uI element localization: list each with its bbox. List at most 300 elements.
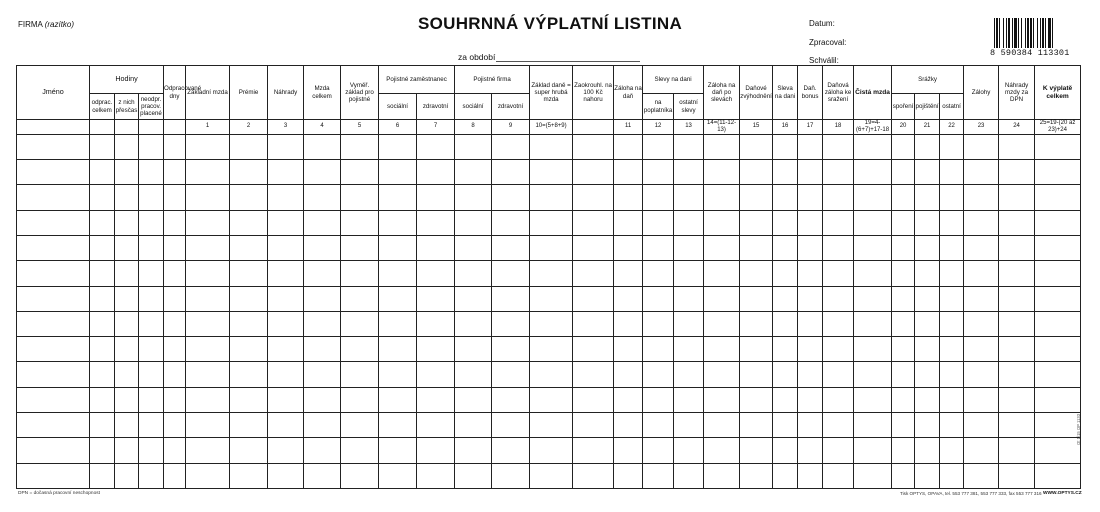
table-cell[interactable]: [823, 387, 854, 412]
table-cell[interactable]: [530, 134, 573, 159]
table-cell[interactable]: [417, 286, 455, 311]
table-cell[interactable]: [892, 210, 915, 235]
table-cell[interactable]: [115, 337, 139, 362]
table-cell[interactable]: [999, 235, 1035, 260]
table-cell[interactable]: [417, 438, 455, 463]
table-cell[interactable]: [17, 210, 90, 235]
table-cell[interactable]: [964, 337, 999, 362]
table-cell[interactable]: [915, 438, 940, 463]
table-cell[interactable]: [614, 387, 643, 412]
table-cell[interactable]: [740, 362, 773, 387]
table-cell[interactable]: [341, 210, 379, 235]
table-cell[interactable]: [455, 134, 492, 159]
table-cell[interactable]: [186, 413, 230, 438]
table-cell[interactable]: [643, 235, 674, 260]
table-cell[interactable]: [940, 160, 964, 185]
table-cell[interactable]: [455, 235, 492, 260]
table-cell[interactable]: [573, 463, 614, 488]
table-cell[interactable]: [379, 286, 417, 311]
table-cell[interactable]: [341, 286, 379, 311]
table-cell[interactable]: [341, 463, 379, 488]
table-cell[interactable]: [139, 185, 164, 210]
table-cell[interactable]: [417, 362, 455, 387]
table-cell[interactable]: [341, 235, 379, 260]
table-cell[interactable]: [230, 210, 268, 235]
table-cell[interactable]: [455, 210, 492, 235]
table-cell[interactable]: [940, 235, 964, 260]
table-cell[interactable]: [614, 210, 643, 235]
table-cell[interactable]: [530, 463, 573, 488]
table-cell[interactable]: [492, 160, 530, 185]
table-cell[interactable]: [304, 387, 341, 412]
table-cell[interactable]: [164, 362, 186, 387]
table-cell[interactable]: [186, 362, 230, 387]
table-cell[interactable]: [164, 210, 186, 235]
table-cell[interactable]: [164, 286, 186, 311]
table-cell[interactable]: [304, 160, 341, 185]
table-cell[interactable]: [186, 337, 230, 362]
table-cell[interactable]: [90, 134, 115, 159]
table-cell[interactable]: [417, 261, 455, 286]
table-cell[interactable]: [940, 286, 964, 311]
table-cell[interactable]: [1035, 413, 1081, 438]
table-cell[interactable]: [268, 311, 304, 336]
table-cell[interactable]: [892, 463, 915, 488]
table-cell[interactable]: [740, 337, 773, 362]
table-cell[interactable]: [455, 463, 492, 488]
table-cell[interactable]: [614, 286, 643, 311]
table-cell[interactable]: [964, 311, 999, 336]
table-cell[interactable]: [704, 261, 740, 286]
table-cell[interactable]: [115, 185, 139, 210]
table-cell[interactable]: [1035, 438, 1081, 463]
table-cell[interactable]: [341, 311, 379, 336]
table-cell[interactable]: [740, 134, 773, 159]
table-cell[interactable]: [573, 387, 614, 412]
table-cell[interactable]: [530, 362, 573, 387]
table-cell[interactable]: [999, 134, 1035, 159]
table-cell[interactable]: [964, 438, 999, 463]
table-cell[interactable]: [643, 438, 674, 463]
table-cell[interactable]: [379, 438, 417, 463]
table-cell[interactable]: [115, 362, 139, 387]
table-cell[interactable]: [854, 413, 892, 438]
table-cell[interactable]: [417, 210, 455, 235]
table-cell[interactable]: [854, 387, 892, 412]
table-cell[interactable]: [915, 286, 940, 311]
table-cell[interactable]: [304, 413, 341, 438]
table-cell[interactable]: [90, 286, 115, 311]
table-cell[interactable]: [643, 210, 674, 235]
table-cell[interactable]: [823, 463, 854, 488]
table-cell[interactable]: [999, 362, 1035, 387]
table-cell[interactable]: [530, 261, 573, 286]
table-cell[interactable]: [379, 362, 417, 387]
table-cell[interactable]: [1035, 261, 1081, 286]
table-cell[interactable]: [773, 337, 798, 362]
table-cell[interactable]: [740, 413, 773, 438]
table-cell[interactable]: [115, 134, 139, 159]
table-cell[interactable]: [90, 438, 115, 463]
table-cell[interactable]: [940, 210, 964, 235]
table-cell[interactable]: [186, 387, 230, 412]
table-cell[interactable]: [940, 413, 964, 438]
table-cell[interactable]: [17, 387, 90, 412]
table-cell[interactable]: [304, 185, 341, 210]
table-cell[interactable]: [304, 235, 341, 260]
table-cell[interactable]: [704, 134, 740, 159]
table-cell[interactable]: [740, 160, 773, 185]
table-cell[interactable]: [164, 337, 186, 362]
table-cell[interactable]: [674, 337, 704, 362]
table-cell[interactable]: [740, 235, 773, 260]
table-cell[interactable]: [674, 210, 704, 235]
table-cell[interactable]: [230, 463, 268, 488]
table-cell[interactable]: [530, 185, 573, 210]
table-cell[interactable]: [740, 463, 773, 488]
table-cell[interactable]: [379, 387, 417, 412]
table-cell[interactable]: [773, 413, 798, 438]
table-cell[interactable]: [643, 134, 674, 159]
table-cell[interactable]: [230, 134, 268, 159]
table-cell[interactable]: [17, 185, 90, 210]
table-cell[interactable]: [892, 185, 915, 210]
table-cell[interactable]: [115, 286, 139, 311]
table-cell[interactable]: [573, 413, 614, 438]
table-cell[interactable]: [304, 463, 341, 488]
table-cell[interactable]: [964, 362, 999, 387]
table-cell[interactable]: [17, 235, 90, 260]
table-cell[interactable]: [704, 413, 740, 438]
table-cell[interactable]: [964, 134, 999, 159]
table-cell[interactable]: [964, 235, 999, 260]
table-cell[interactable]: [704, 337, 740, 362]
table-cell[interactable]: [164, 413, 186, 438]
table-cell[interactable]: [999, 337, 1035, 362]
table-cell[interactable]: [892, 261, 915, 286]
table-cell[interactable]: [115, 210, 139, 235]
table-cell[interactable]: [614, 438, 643, 463]
table-cell[interactable]: [573, 311, 614, 336]
table-cell[interactable]: [455, 413, 492, 438]
table-cell[interactable]: [90, 160, 115, 185]
table-cell[interactable]: [341, 160, 379, 185]
table-cell[interactable]: [1035, 311, 1081, 336]
table-cell[interactable]: [186, 160, 230, 185]
table-cell[interactable]: [268, 463, 304, 488]
table-cell[interactable]: [614, 160, 643, 185]
table-cell[interactable]: [90, 337, 115, 362]
table-cell[interactable]: [304, 261, 341, 286]
table-cell[interactable]: [704, 311, 740, 336]
table-cell[interactable]: [773, 261, 798, 286]
table-cell[interactable]: [268, 362, 304, 387]
table-cell[interactable]: [379, 185, 417, 210]
table-cell[interactable]: [798, 134, 823, 159]
table-cell[interactable]: [674, 463, 704, 488]
table-cell[interactable]: [230, 185, 268, 210]
table-cell[interactable]: [915, 362, 940, 387]
table-cell[interactable]: [230, 286, 268, 311]
table-cell[interactable]: [115, 160, 139, 185]
table-cell[interactable]: [704, 463, 740, 488]
table-cell[interactable]: [455, 337, 492, 362]
table-cell[interactable]: [17, 438, 90, 463]
table-cell[interactable]: [115, 387, 139, 412]
table-cell[interactable]: [999, 413, 1035, 438]
table-cell[interactable]: [854, 185, 892, 210]
table-cell[interactable]: [740, 261, 773, 286]
table-cell[interactable]: [854, 286, 892, 311]
table-cell[interactable]: [492, 413, 530, 438]
table-cell[interactable]: [643, 337, 674, 362]
table-cell[interactable]: [798, 311, 823, 336]
table-cell[interactable]: [379, 413, 417, 438]
table-cell[interactable]: [1035, 286, 1081, 311]
table-cell[interactable]: [773, 362, 798, 387]
table-cell[interactable]: [964, 286, 999, 311]
table-cell[interactable]: [915, 413, 940, 438]
table-cell[interactable]: [798, 160, 823, 185]
table-cell[interactable]: [17, 160, 90, 185]
table-cell[interactable]: [892, 311, 915, 336]
table-cell[interactable]: [674, 235, 704, 260]
table-cell[interactable]: [614, 185, 643, 210]
table-cell[interactable]: [854, 160, 892, 185]
table-cell[interactable]: [773, 311, 798, 336]
table-cell[interactable]: [674, 185, 704, 210]
table-cell[interactable]: [115, 235, 139, 260]
table-cell[interactable]: [940, 311, 964, 336]
table-cell[interactable]: [164, 160, 186, 185]
table-cell[interactable]: [823, 337, 854, 362]
table-cell[interactable]: [90, 413, 115, 438]
table-cell[interactable]: [17, 413, 90, 438]
table-cell[interactable]: [573, 362, 614, 387]
table-cell[interactable]: [999, 438, 1035, 463]
table-cell[interactable]: [773, 286, 798, 311]
table-cell[interactable]: [798, 463, 823, 488]
table-cell[interactable]: [798, 337, 823, 362]
table-cell[interactable]: [417, 337, 455, 362]
table-cell[interactable]: [964, 185, 999, 210]
table-cell[interactable]: [417, 160, 455, 185]
table-cell[interactable]: [492, 438, 530, 463]
table-cell[interactable]: [892, 387, 915, 412]
table-cell[interactable]: [455, 160, 492, 185]
table-cell[interactable]: [915, 387, 940, 412]
table-cell[interactable]: [573, 261, 614, 286]
table-cell[interactable]: [798, 261, 823, 286]
table-cell[interactable]: [643, 362, 674, 387]
table-cell[interactable]: [341, 438, 379, 463]
table-cell[interactable]: [1035, 185, 1081, 210]
table-cell[interactable]: [230, 413, 268, 438]
table-cell[interactable]: [614, 261, 643, 286]
table-cell[interactable]: [940, 261, 964, 286]
table-cell[interactable]: [530, 438, 573, 463]
table-cell[interactable]: [492, 235, 530, 260]
table-cell[interactable]: [798, 362, 823, 387]
table-cell[interactable]: [492, 311, 530, 336]
table-cell[interactable]: [892, 286, 915, 311]
table-cell[interactable]: [304, 362, 341, 387]
table-cell[interactable]: [773, 463, 798, 488]
table-cell[interactable]: [304, 311, 341, 336]
table-cell[interactable]: [674, 311, 704, 336]
table-cell[interactable]: [530, 337, 573, 362]
table-cell[interactable]: [492, 362, 530, 387]
table-cell[interactable]: [379, 337, 417, 362]
website-link[interactable]: WWW.OPTYS.CZ: [1043, 491, 1082, 496]
table-cell[interactable]: [268, 387, 304, 412]
table-cell[interactable]: [915, 235, 940, 260]
table-cell[interactable]: [530, 387, 573, 412]
table-cell[interactable]: [341, 261, 379, 286]
table-cell[interactable]: [643, 413, 674, 438]
table-cell[interactable]: [304, 286, 341, 311]
table-cell[interactable]: [773, 160, 798, 185]
table-cell[interactable]: [230, 311, 268, 336]
table-cell[interactable]: [139, 235, 164, 260]
table-cell[interactable]: [164, 463, 186, 488]
table-cell[interactable]: [674, 160, 704, 185]
table-cell[interactable]: [740, 387, 773, 412]
table-cell[interactable]: [999, 160, 1035, 185]
table-cell[interactable]: [379, 134, 417, 159]
table-cell[interactable]: [139, 311, 164, 336]
table-cell[interactable]: [492, 185, 530, 210]
table-cell[interactable]: [674, 387, 704, 412]
table-cell[interactable]: [915, 311, 940, 336]
table-cell[interactable]: [186, 185, 230, 210]
table-cell[interactable]: [455, 387, 492, 412]
table-cell[interactable]: [186, 438, 230, 463]
table-cell[interactable]: [798, 210, 823, 235]
table-cell[interactable]: [139, 463, 164, 488]
table-cell[interactable]: [643, 387, 674, 412]
table-cell[interactable]: [940, 438, 964, 463]
table-cell[interactable]: [186, 261, 230, 286]
table-cell[interactable]: [704, 210, 740, 235]
table-cell[interactable]: [17, 337, 90, 362]
table-cell[interactable]: [90, 362, 115, 387]
table-cell[interactable]: [417, 387, 455, 412]
table-cell[interactable]: [892, 362, 915, 387]
table-cell[interactable]: [530, 413, 573, 438]
table-cell[interactable]: [230, 160, 268, 185]
table-cell[interactable]: [304, 438, 341, 463]
table-cell[interactable]: [268, 210, 304, 235]
table-cell[interactable]: [915, 185, 940, 210]
table-cell[interactable]: [17, 463, 90, 488]
table-cell[interactable]: [614, 134, 643, 159]
table-cell[interactable]: [614, 337, 643, 362]
table-cell[interactable]: [1035, 210, 1081, 235]
table-cell[interactable]: [268, 286, 304, 311]
table-cell[interactable]: [115, 261, 139, 286]
table-cell[interactable]: [455, 311, 492, 336]
table-cell[interactable]: [773, 387, 798, 412]
table-cell[interactable]: [341, 337, 379, 362]
table-cell[interactable]: [90, 185, 115, 210]
table-cell[interactable]: [90, 463, 115, 488]
table-cell[interactable]: [999, 185, 1035, 210]
table-cell[interactable]: [186, 463, 230, 488]
table-cell[interactable]: [940, 337, 964, 362]
table-cell[interactable]: [854, 362, 892, 387]
table-cell[interactable]: [417, 413, 455, 438]
table-cell[interactable]: [268, 337, 304, 362]
table-cell[interactable]: [492, 286, 530, 311]
table-cell[interactable]: [17, 311, 90, 336]
table-cell[interactable]: [341, 413, 379, 438]
table-cell[interactable]: [740, 286, 773, 311]
table-cell[interactable]: [573, 185, 614, 210]
table-cell[interactable]: [492, 337, 530, 362]
table-cell[interactable]: [492, 261, 530, 286]
table-cell[interactable]: [341, 134, 379, 159]
table-cell[interactable]: [854, 210, 892, 235]
table-cell[interactable]: [674, 134, 704, 159]
table-cell[interactable]: [379, 311, 417, 336]
table-cell[interactable]: [1035, 387, 1081, 412]
table-cell[interactable]: [139, 438, 164, 463]
table-cell[interactable]: [230, 261, 268, 286]
table-cell[interactable]: [1035, 362, 1081, 387]
table-cell[interactable]: [940, 134, 964, 159]
table-cell[interactable]: [139, 362, 164, 387]
table-cell[interactable]: [964, 160, 999, 185]
table-cell[interactable]: [704, 185, 740, 210]
table-cell[interactable]: [230, 438, 268, 463]
table-cell[interactable]: [115, 463, 139, 488]
table-cell[interactable]: [139, 387, 164, 412]
table-cell[interactable]: [304, 210, 341, 235]
table-cell[interactable]: [90, 261, 115, 286]
table-cell[interactable]: [115, 311, 139, 336]
table-cell[interactable]: [230, 235, 268, 260]
table-cell[interactable]: [704, 286, 740, 311]
table-cell[interactable]: [798, 413, 823, 438]
table-cell[interactable]: [186, 235, 230, 260]
table-cell[interactable]: [740, 210, 773, 235]
table-cell[interactable]: [854, 261, 892, 286]
table-cell[interactable]: [1035, 463, 1081, 488]
table-cell[interactable]: [674, 261, 704, 286]
table-cell[interactable]: [915, 463, 940, 488]
table-cell[interactable]: [90, 235, 115, 260]
table-cell[interactable]: [268, 413, 304, 438]
table-cell[interactable]: [892, 337, 915, 362]
table-cell[interactable]: [614, 362, 643, 387]
table-cell[interactable]: [740, 438, 773, 463]
table-cell[interactable]: [417, 463, 455, 488]
table-cell[interactable]: [230, 362, 268, 387]
table-cell[interactable]: [530, 160, 573, 185]
table-cell[interactable]: [999, 463, 1035, 488]
table-cell[interactable]: [823, 413, 854, 438]
table-cell[interactable]: [164, 134, 186, 159]
table-cell[interactable]: [940, 387, 964, 412]
table-cell[interactable]: [341, 387, 379, 412]
table-cell[interactable]: [530, 235, 573, 260]
table-cell[interactable]: [304, 337, 341, 362]
obdobi-input-line[interactable]: [496, 61, 640, 62]
table-cell[interactable]: [964, 261, 999, 286]
table-cell[interactable]: [964, 413, 999, 438]
table-cell[interactable]: [186, 311, 230, 336]
